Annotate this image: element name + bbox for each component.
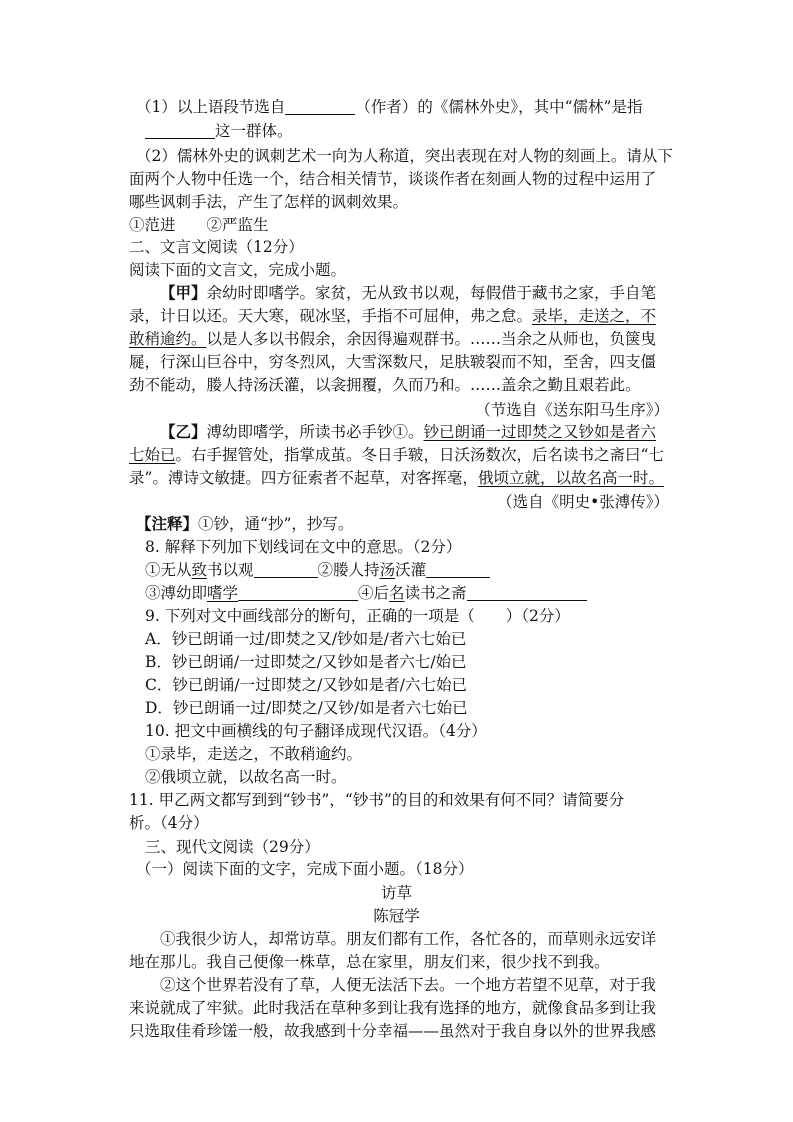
question-8-items: ③溥幼即嗜学 ④后名读书之斋 (145, 582, 587, 604)
article-line: 地在那儿。我自己便像一株草，总在家里，朋友们来，很少找不到我。 (129, 953, 610, 971)
article-line: ②这个世界若没有了草，人便无法活下去。一个地方若望不见草，对于我 (160, 976, 657, 994)
underlined-sentence: 录毕，走送之，不 (532, 307, 657, 325)
passage-jia-line: 敢稍逾约。以是人多以书假余，余因得遍观群书。……当余之从师也，负箧曳 (129, 330, 657, 348)
question-9-stem: 9. 下列对文中画线部分的断句，正确的一项是（ ）（2分） (145, 607, 570, 625)
section-subheading: （一）阅读下面的文字，完成下面小题。（18分） (136, 860, 474, 878)
source-citation: （选自《明史•张溥传》） (497, 493, 669, 511)
section-instruction: 阅读下面的文言文，完成小题。 (129, 261, 347, 279)
section-heading: 三、现代文阅读（29分） (145, 838, 320, 856)
annotation-note: 【注释】①钞，通“抄”，抄写。 (136, 514, 354, 533)
section-heading: 二、文言文阅读（12分） (129, 238, 304, 256)
answer-blank[interactable] (285, 98, 355, 115)
passage-yi-line: 【乙】溥幼即嗜学，所读书必手钞①。钞已朗诵一过即焚之又钞如是者六 (160, 422, 657, 441)
question-10-stem: 10. 把文中画横线的句子翻译成现代汉语。（4分） (145, 722, 487, 740)
passage-jia-line: 录，计日以还。天大寒，砚冰坚，手指不可屈伸，弗之怠。录毕，走送之，不 (129, 307, 657, 325)
question-2-line: 面两个人物中任选一个，结合相关情节，谈谈作者在刻画人物的过程中运用了 (129, 170, 657, 188)
article-author: 陈冠学 (373, 907, 420, 925)
question-8-items: ①无从致书以观 ②媵人持汤沃灌 (145, 559, 490, 581)
article-line: 只选取佳肴珍馐一般，故我感到十分幸福——虽然对于我自身以外的世界我感 (129, 1022, 657, 1040)
choice-option[interactable]: D．钞已朗诵一过/即焚之/又钞/如是者六七始已 (145, 699, 468, 717)
passage-jia-line: 【甲】余幼时即嗜学。家贫，无从致书以观，每假借于藏书之家，手自笔 (160, 283, 657, 302)
choice-option[interactable]: A．钞已朗诵一过/即焚之又/钞如是/者六七始已 (145, 630, 467, 648)
choice-option[interactable]: C．钞已朗诵/一过即焚之/又钞如是者/六七始已 (145, 676, 468, 694)
question-2-options: ①范进 ②严监生 (129, 216, 269, 234)
answer-blank[interactable] (426, 561, 490, 578)
question-8-stem: 8. 解释下列加下划线词在文中的意思。（2分） (145, 538, 462, 556)
passage-yi-line: 七始已。右手握管处，指掌成茧。冬日手皲，日沃汤数次，后名读书之斋曰“七 (129, 446, 664, 464)
article-line: 来说就成了牢狱。此时我活在草种多到让我有选择的地方，就像食品多到让我 (129, 999, 657, 1017)
question-11-line: 析。（4分） (129, 814, 209, 832)
passage-yi-line: 录”。溥诗文敏捷。四方征索者不起草，对客挥毫，俄顷立就，以故名高一时。 (129, 469, 664, 487)
article-line: ①我很少访人，却常访草。朋友们都有工作，各忙各的，而草则永远安详 (160, 930, 657, 948)
passage-jia-line: 屣，行深山巨谷中，穷冬烈风，大雪深数尺，足肤皲裂而不知，至舍，四支僵 (129, 353, 657, 371)
question-2-line: 哪些讽刺手法，产生了怎样的讽刺效果。 (129, 193, 409, 211)
question-1-line-2: 这一群体。 (145, 120, 293, 142)
underlined-sentence: 俄顷立就，以故名高一时。 (477, 469, 664, 487)
article-title: 访草 (380, 884, 412, 902)
passage-jia-line: 劲不能动，媵人持汤沃灌，以衾拥覆，久而乃和。……盖余之勤且艰若此。 (129, 376, 641, 394)
question-1-line-1: （1）以上语段节选自 （作者）的《儒林外史》，其中“儒林”是指 (136, 98, 643, 116)
wavy-line-sentence: 钞已朗诵一过即焚之又钞如是者六 (423, 423, 657, 441)
answer-blank[interactable] (145, 122, 215, 139)
underlined-sentence: 敢稍逾约。 (129, 330, 207, 348)
source-citation: （节选自《送东阳马生序》） (475, 401, 669, 419)
question-11-line: 11. 甲乙两文都写到到“钞书”，“钞书”的目的和效果有何不同？请简要分 (129, 791, 625, 809)
choice-option[interactable]: B．钞已朗诵/一过即焚之/又钞如是者六七/始已 (145, 653, 467, 671)
wavy-line-sentence: 七始已 (129, 446, 176, 464)
question-2-line: （2）儒林外史的讽刺艺术一向为人称道，突出表现在对人物的刻画上。请从下 (136, 147, 673, 165)
answer-blank[interactable] (238, 584, 358, 601)
answer-blank[interactable] (467, 584, 587, 601)
answer-blank[interactable] (254, 561, 318, 578)
question-10-item: ②俄顷立就，以故名高一时。 (145, 768, 347, 786)
question-10-item: ①录毕，走送之，不敢稍逾约。 (145, 745, 363, 763)
